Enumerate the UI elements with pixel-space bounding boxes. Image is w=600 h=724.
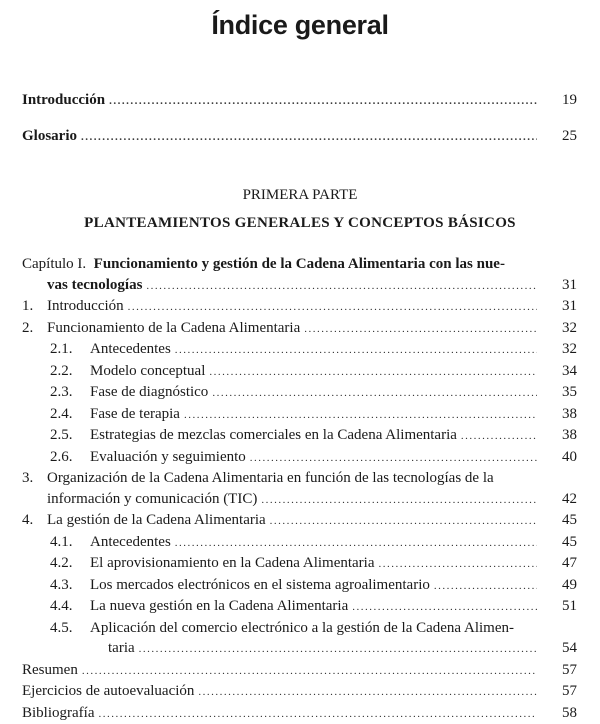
page-number: 42 [555,489,577,510]
dot-leader [146,276,537,297]
page-number: 31 [555,296,577,317]
entry-label: Introducción [47,296,124,317]
page-number: 35 [555,382,577,403]
entry-label: Fase de diagnóstico [90,382,208,403]
toc-entry[interactable] [22,596,577,618]
entry-number: 4.2. [50,553,90,574]
page-number: 57 [555,681,577,702]
page-title: Índice general [0,10,600,41]
dot-leader [261,490,537,511]
dot-leader [461,426,537,447]
dot-leader [109,95,537,107]
entry-number: 4.4. [50,596,90,617]
dot-leader [212,383,537,404]
toc-entry[interactable] [22,382,577,404]
entry-label: La nueva gestión en la Cadena Alimentaria [90,596,348,617]
entry-label: Introducción [22,92,105,109]
part-label: PRIMERA PARTE [0,187,600,204]
page-number: 32 [555,318,577,339]
toc-entry[interactable] [22,575,577,597]
page-number: 54 [555,638,577,659]
toc-entry-ejercicios[interactable] [22,681,577,703]
entry-number: 4.1. [50,532,90,553]
dot-leader [209,362,537,383]
toc-entry[interactable] [22,468,577,489]
dot-leader [175,340,537,361]
entry-number: 2.5. [50,425,90,446]
page-number: 19 [555,92,577,109]
toc-entry[interactable] [22,361,577,383]
page-number: 47 [555,553,577,574]
entry-number: 1. [22,296,47,317]
dot-leader [139,639,537,660]
toc-entry[interactable] [22,510,577,532]
entry-number: 4.5. [50,618,90,639]
entry-label-cont: taria [108,638,135,659]
dot-leader [98,704,537,724]
entry-label: Resumen [22,660,78,681]
toc-entry-glosario[interactable] [22,128,577,145]
toc-entry-cont[interactable] [22,638,577,660]
entry-label: Ejercicios de autoevaluación [22,681,194,702]
chapter-heading-cont[interactable] [22,275,577,297]
page-number: 32 [555,339,577,360]
entry-number: 4. [22,510,47,531]
dot-leader [175,533,537,554]
toc-entry[interactable] [22,447,577,469]
dot-leader [250,448,537,469]
page-number: 38 [555,425,577,446]
entry-label: Antecedentes [90,532,171,553]
entry-label: Los mercados electrónicos en el sistema agroalimentario [90,575,430,596]
chapter-heading[interactable] [22,254,577,275]
part-subtitle: PLANTEAMIENTOS GENERALES Y CONCEPTOS BÁSICOS [0,215,600,232]
page-number: 58 [555,703,577,724]
toc-entry[interactable] [22,618,577,639]
dot-leader [81,131,537,143]
entry-label: Bibliografía [22,703,94,724]
page-number: 45 [555,510,577,531]
entry-number: 2.2. [50,361,90,382]
toc-entry[interactable] [22,318,577,340]
entry-number: 4.3. [50,575,90,596]
toc-entry-bibliografía[interactable] [22,703,577,724]
entry-label: Antecedentes [90,339,171,360]
toc-entry-resumen[interactable] [22,660,577,682]
entry-label: Organización de la Cadena Alimentaria en función de las tecnologías de la [47,468,494,489]
dot-leader [128,297,537,318]
page-number: 45 [555,532,577,553]
chapter-title-cont: vas tecnologías [47,275,142,296]
page-number: 51 [555,596,577,617]
entry-number: 2.4. [50,404,90,425]
dot-leader [184,405,537,426]
toc-entry[interactable] [22,532,577,554]
page-number: 25 [555,128,577,145]
toc-entry[interactable] [22,425,577,447]
dot-leader [379,554,538,575]
entry-number: 2.6. [50,447,90,468]
toc-entry-introduccion[interactable] [22,92,577,109]
entry-label: Glosario [22,128,77,145]
toc-entry-cont[interactable] [22,489,577,511]
entry-number: 3. [22,468,47,489]
dot-leader [82,661,537,682]
entry-number: 2.3. [50,382,90,403]
entry-label: Fase de terapia [90,404,180,425]
dot-leader [270,511,537,532]
toc-entry[interactable] [22,404,577,426]
entry-label: Evaluación y seguimiento [90,447,246,468]
dot-leader [198,682,537,703]
entry-label: El aprovisionamiento en la Cadena Alimentaria [90,553,375,574]
chapter-prefix: Capítulo I. [22,254,86,275]
page-number: 57 [555,660,577,681]
chapter-title: Funcionamiento y gestión de la Cadena Alimentaria con las nue- [94,254,505,275]
entry-label: La gestión de la Cadena Alimentaria [47,510,266,531]
entry-number: 2.1. [50,339,90,360]
page-number: 38 [555,404,577,425]
entry-label-cont: información y comunicación (TIC) [47,489,257,510]
page-number: 40 [555,447,577,468]
entry-number: 2. [22,318,47,339]
toc-entry[interactable] [22,553,577,575]
toc-list [22,254,577,724]
page-number: 31 [555,275,577,296]
page-number: 34 [555,361,577,382]
toc-entry[interactable] [22,296,577,318]
toc-entry[interactable] [22,339,577,361]
entry-label: Funcionamiento de la Cadena Alimentaria [47,318,300,339]
dot-leader [434,576,537,597]
entry-label: Aplicación del comercio electrónico a la gestión de la Cadena Alimen- [90,618,514,639]
entry-label: Modelo conceptual [90,361,205,382]
dot-leader [304,319,537,340]
dot-leader [352,597,537,618]
entry-label: Estrategias de mezclas comerciales en la Cadena Alimentaria [90,425,457,446]
page-number: 49 [555,575,577,596]
